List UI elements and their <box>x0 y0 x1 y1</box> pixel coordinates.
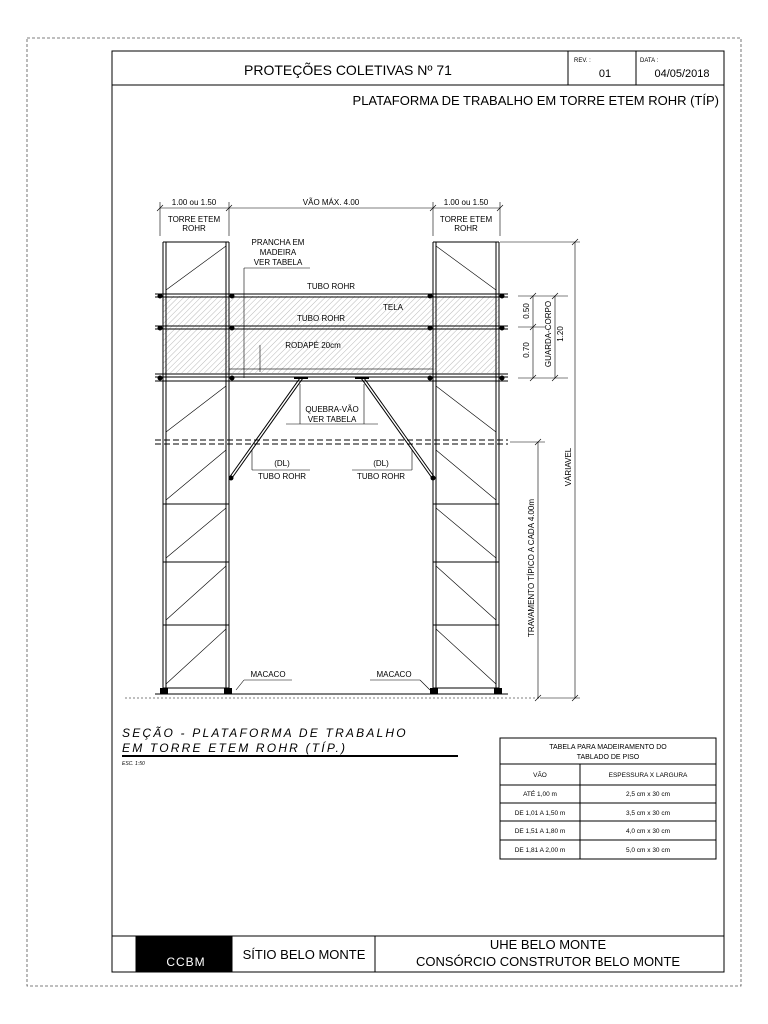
tube-mid-label: TUBO ROHR <box>297 314 345 323</box>
tube-top-label: TUBO ROHR <box>307 282 355 291</box>
diag-right-label-1: (DL) <box>373 459 389 468</box>
span-break-label-2: VER TABELA <box>307 415 357 424</box>
table-cell: DE 1,51 A 1,80 m <box>514 828 566 835</box>
tower-right-label-2: ROHR <box>454 224 478 233</box>
screen-label: TELA <box>382 303 404 312</box>
date-value: 04/05/2018 <box>654 68 710 80</box>
jack-callouts <box>236 670 430 690</box>
section-title-line-2: EM TORRE ETEM ROHR (TÍP.) <box>122 741 348 755</box>
company-logo: CCBM <box>166 955 206 969</box>
variable-label: VÁRIAVEL <box>564 447 573 487</box>
tower-right-label-1: TORRE ETEM <box>439 215 493 224</box>
dim-center-label: VÃO MÁX. 4.00 <box>302 198 360 207</box>
dim-left-label: 1.00 ou 1.50 <box>171 198 217 207</box>
bracing-label: TRAVAMENTO TÍPICO A CADA 4.00m <box>527 498 536 638</box>
drawing-subtitle: PLATAFORMA DE TRABALHO EM TORRE ETEM ROHR (TÍP) <box>352 93 719 108</box>
footer-project-1: UHE BELO MONTE <box>489 937 607 952</box>
table-title-2: TABLADO DE PISO <box>576 754 640 761</box>
table-cell: 3,5 cm x 30 cm <box>625 810 671 817</box>
diag-left-label-1: (DL) <box>274 459 290 468</box>
header-title: PROTEÇÕES COLETIVAS Nº 71 <box>244 62 452 78</box>
date-label: DATA : <box>640 58 659 64</box>
diag-left-label-2: TUBO ROHR <box>258 472 306 481</box>
safety-screen-hatch <box>163 296 499 373</box>
plank-note-1: PRANCHA EM <box>251 238 305 247</box>
plank-note-3: VER TABELA <box>253 258 303 267</box>
rev-label: REV. : <box>574 58 591 64</box>
right-dimensions <box>500 239 580 701</box>
rev-value: 01 <box>598 68 612 80</box>
table-cell: 4,0 cm x 30 cm <box>625 828 671 835</box>
diagonal-braces <box>229 378 436 481</box>
ground-line <box>125 688 540 698</box>
title-block-footer <box>112 936 724 972</box>
table-header-span: VÃO <box>533 772 547 779</box>
jack-right-label: MACACO <box>376 670 412 679</box>
planking-table <box>500 738 716 859</box>
footer-site: SÍTIO BELO MONTE <box>242 947 366 962</box>
section-title-line-1: SEÇÃO - PLATAFORMA DE TRABALHO <box>122 726 408 740</box>
dim-right-label: 1.00 ou 1.50 <box>443 198 489 207</box>
table-cell: 5,0 cm x 30 cm <box>625 847 671 854</box>
plank-note-2: MADEIRA <box>259 248 297 257</box>
table-title-1: TABELA PARA MADEIRAMENTO DO <box>549 744 667 751</box>
toeboard-label: RODAPÉ 20cm <box>285 341 341 350</box>
dim-120-label: 1.20 <box>556 326 565 342</box>
tower-left-label-2: ROHR <box>182 224 206 233</box>
table-cell: ATÉ 1,00 m <box>523 791 557 798</box>
table-cell: DE 1,01 A 1,50 m <box>514 810 566 817</box>
dim-070-label: 0.70 <box>522 342 531 358</box>
table-cell: 2,5 cm x 30 cm <box>625 791 671 798</box>
scaffold-section-drawing <box>125 198 580 701</box>
span-break-label-1: QUEBRA-VÃO <box>305 405 359 414</box>
sheet-dashed-border <box>27 38 741 986</box>
footer-project-2: CONSÓRCIO CONSTRUTOR BELO MONTE <box>415 954 681 969</box>
table-header-thickness: ESPESSURA X LARGURA <box>608 772 688 779</box>
section-title <box>122 726 458 767</box>
table-cell: DE 1,81 A 2,00 m <box>514 847 566 854</box>
jack-left-label: MACACO <box>250 670 286 679</box>
title-block-header <box>112 51 724 85</box>
section-scale: ESC. 1:50 <box>122 761 145 767</box>
guardrail-label: GUARDA-CORPO <box>544 300 553 368</box>
tower-left-label-1: TORRE ETEM <box>167 215 221 224</box>
dim-050-label: 0.50 <box>522 303 531 319</box>
diag-right-label-2: TUBO ROHR <box>357 472 405 481</box>
